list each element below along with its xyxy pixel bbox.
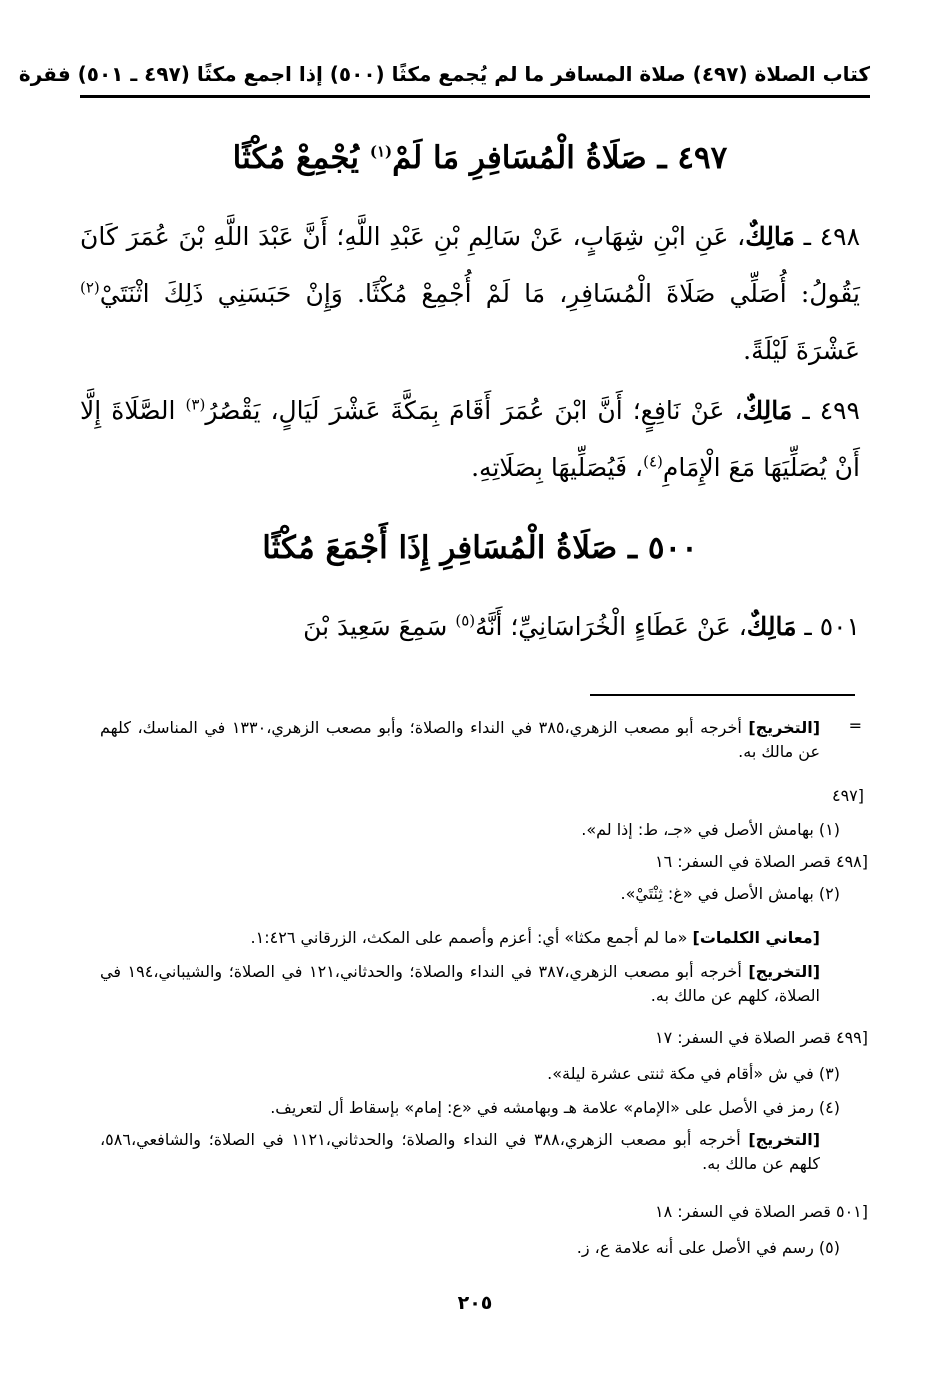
page-number: ٢٠٥ <box>457 1292 493 1314</box>
section-number: ٤٩٧ <box>677 140 728 176</box>
section-heading-500 <box>100 530 860 566</box>
footnote-number: (١) <box>818 820 840 839</box>
takhrij-498 <box>100 960 820 1008</box>
footnote-5 <box>300 1236 840 1260</box>
footnote-number: (٥) <box>818 1238 840 1257</box>
ref-498-line <box>300 850 868 874</box>
narrator-name: مَالِكٌ <box>746 612 797 641</box>
footnote-label: [معاني الكلمات] <box>692 928 820 947</box>
footnote-number: (٢) <box>818 884 840 903</box>
paragraph-text: ، عَنْ نَافِعٍ؛ أَنَّ ابْنَ عُمَرَ أَقَامَ بِمَكَّةَ عَشْرَ لَيَالٍ، يَقْصُرُ <box>205 396 743 425</box>
note-mark[interactable]: (١) <box>369 142 393 161</box>
meanings-note <box>120 926 820 950</box>
paragraph-text: ، فَيُصَلِّيهَا بِصَلَاتِهِ. <box>471 453 644 482</box>
ref-497: [٤٩٧ <box>831 786 864 805</box>
dash: ـ <box>796 612 812 641</box>
footnote-2 <box>300 882 840 906</box>
footnote-text: بهامش الأصل في «غ: ثِنْتَيْ». <box>620 884 814 903</box>
dash: ـ <box>794 222 811 251</box>
ref-text: قصر الصلاة في السفر: ١٦ <box>654 852 831 871</box>
footnote-rule <box>590 694 855 696</box>
note-mark[interactable]: (٥) <box>455 611 476 630</box>
footnote-text: أخرجه أبو مصعب الزهري،٣٨٧ في النداء والصلاة؛ والحدثاني،١٢١ في الصلاة؛ والشيباني،١٩٤ في الصلاة، كلهم عن مالك به. <box>100 962 820 1005</box>
footnote-text: في ش «أقام في مكة ثنتى عشرة ليلة». <box>547 1064 814 1083</box>
note-mark[interactable]: (٣) <box>185 395 206 414</box>
footnote-text: أخرجه أبو مصعب الزهري،٣٨٨ في النداء والصلاة؛ والحدثاني،١١٢١ في الصلاة؛ والشافعي،٥٨٦، كلهم عن مالك به. <box>100 1130 820 1173</box>
footnote-label: [التخريج] <box>748 1130 821 1149</box>
section-title: صَلَاةُ الْمُسَافِرِ مَا لَمْ <box>392 140 647 176</box>
continuation-marker: = <box>848 716 862 735</box>
section-heading-497 <box>100 140 860 176</box>
ref-text: قصر الصلاة في السفر: ١٧ <box>654 1028 831 1047</box>
paragraph-text: ، عَنِ ابْنِ شِهَابٍ، عَنْ سَالِمِ بْنِ عَبْدِ اللَّهِ؛ أَنَّ عَبْدَ اللَّهِ بْنَ عُمَرَ كَانَ يَقُولُ: أُصَلِّي صَلَاةَ الْمُسَافِرِ، مَا لَمْ أُجْمِعْ مُكْثًا. وَإِنْ حَبَسَنِي ذَلِكَ اثْنَتَيْ <box>80 222 860 308</box>
footnote-label: [التخريج] <box>748 962 820 981</box>
footnote-text: بهامش الأصل في «جـ، ط: إذا لم». <box>581 820 814 839</box>
section-number: ٥٠٠ <box>647 530 698 566</box>
section-title-end: يُجْمِعْ مُكْثًا <box>232 140 360 176</box>
running-head: كتاب الصلاة (٤٩٧) صلاة المسافر ما لم يُجمع مكثًا (٥٠٠) إذا اجمع مكثًا (٤٩٧ ـ ٥٠١) فقرة <box>18 62 870 86</box>
narrator-name: مَالِكٌ <box>745 222 795 251</box>
paragraph-text: عَشْرَةَ لَيْلَةً. <box>743 336 860 365</box>
footnote-1 <box>300 818 840 842</box>
footnote-number: (٤) <box>818 1098 840 1117</box>
footnote-number: (٣) <box>818 1064 840 1083</box>
paragraph-text: ، عَنْ عَطَاءٍ الْخُرَاسَانِيِّ؛ أَنَّهُ <box>475 612 747 641</box>
note-mark[interactable]: (٤) <box>643 452 663 471</box>
narrator-name: مَالِكٌ <box>742 396 793 425</box>
ref-text: قصر الصلاة في السفر: ١٨ <box>654 1202 831 1221</box>
paragraph-text: الصَّلَاةَ إِلَّا أَنْ يُصَلِّيَهَا مَعَ الْإِمَامِ <box>80 396 860 482</box>
ref-499-line <box>300 1026 868 1050</box>
footnote-text: «ما لم أجمع مكثا» أي: أعزم وأصمم على المكث، الزرقاني ١:٤٢٦. <box>250 928 688 947</box>
paragraph-number: ٤٩٩ <box>819 396 860 425</box>
footnote-label: [التخريج] <box>748 718 820 737</box>
paragraph-498 <box>80 208 860 379</box>
dash: ـ <box>792 396 810 425</box>
takhrij-499 <box>100 1128 820 1176</box>
paragraph-499 <box>80 382 860 496</box>
dash: ـ <box>646 140 667 176</box>
paragraph-text: سَمِعَ سَعِيدَ بْنَ <box>303 612 448 641</box>
footnote-text: رسم في الأصل على أنه علامة ع، ز. <box>576 1238 814 1257</box>
footnote-3 <box>300 1062 840 1086</box>
section-title: صَلَاةُ الْمُسَافِرِ إِذَا أَجْمَعَ مُكْثًا <box>262 530 618 566</box>
footnote-continued <box>100 716 820 764</box>
header-rule <box>80 95 870 98</box>
paragraph-number: ٤٩٨ <box>819 222 861 251</box>
ref-number: [٤٩٩ <box>835 1028 868 1047</box>
note-mark[interactable]: (٢) <box>80 278 100 297</box>
ref-number: [٤٩٨ <box>835 852 868 871</box>
paragraph-number: ٥٠١ <box>819 612 860 641</box>
ref-501-line <box>300 1200 868 1224</box>
paragraph-501 <box>80 598 860 655</box>
ref-number: [٥٠١ <box>835 1202 868 1221</box>
footnote-text: رمز في الأصل على «الإمام» علامة هـ وبهامشه في «ع: إمام» بإسقاط أل لتعريف. <box>270 1098 814 1117</box>
footnote-text: أخرجه أبو مصعب الزهري،٣٨٥ في النداء والصلاة؛ وأبو مصعب الزهري،١٣٣٠ في المناسك، كلهم عن مالك به. <box>100 718 820 761</box>
footnote-4 <box>120 1096 840 1120</box>
dash: ـ <box>617 530 638 566</box>
